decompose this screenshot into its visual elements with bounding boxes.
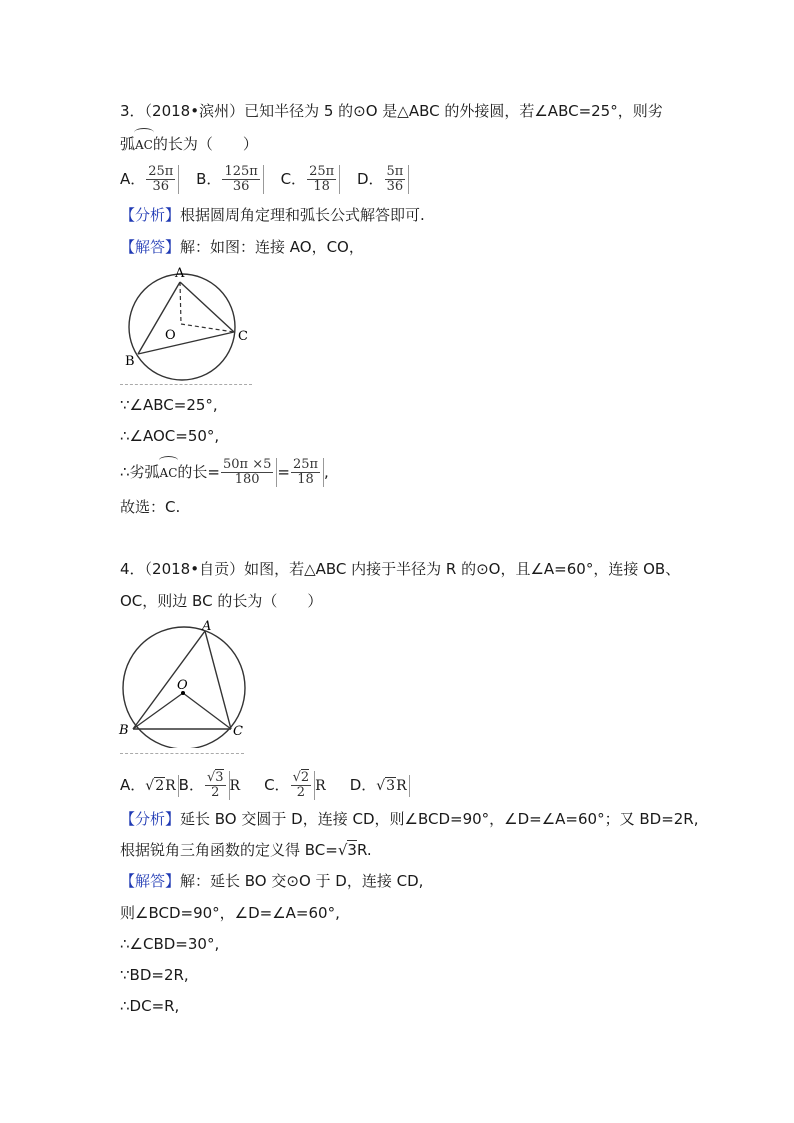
q3-options: [120, 165, 421, 194]
q3-step3-num1: 50π ×5: [222, 457, 272, 472]
q3-option-a-fraction: [145, 165, 179, 194]
q3-option-c-num: 25π: [309, 164, 335, 179]
q3-answer-tag: 【解答】: [120, 238, 181, 256]
q3-choice: 故选：C.: [120, 498, 181, 516]
q3-step3-fraction2: [290, 458, 324, 487]
q3-option-a[interactable]: [120, 165, 179, 194]
q4-analysis-sqrt: √3: [337, 841, 357, 859]
q4-option-a-radicand: 2: [155, 777, 165, 794]
q4-analysis-text1: 延长 BO 交圆于 D，连接 CD，则∠BCD=90°，∠D=∠A=60°；又 BD=2R,: [180, 810, 699, 828]
q3-option-d-fraction: [384, 165, 410, 194]
q3-step3-den1: 180: [234, 472, 260, 487]
q4-side-ab: [133, 631, 205, 729]
q3-step3-prefix: ∴劣弧: [120, 463, 160, 481]
q4-option-a-r: R: [165, 777, 176, 794]
q4-analysis-line1: [120, 808, 699, 830]
q4-option-d-label: D．: [349, 776, 377, 794]
q4-option-c-label: C．: [264, 776, 290, 794]
q3-stem-arc-suffix: 的长为（ ）: [152, 135, 258, 153]
q4-analysis-radicand: 3: [347, 841, 357, 859]
q3-figure: [118, 262, 258, 388]
q4-step4: ∴DC=R,: [120, 997, 180, 1015]
q3-option-c-den: 18: [313, 179, 330, 194]
q3-arc-ac: AC: [135, 132, 153, 156]
q3-label-o: O: [165, 328, 176, 343]
q3-stem-arc-prefix: 弧: [120, 135, 136, 153]
q4-stem-line1: 4．（2018•自贡）如图，若△ABC 内接于半径为 R 的⊙O，且∠A=60°，连接 OB、: [120, 560, 681, 578]
q4-option-a-value: √2R: [145, 775, 178, 797]
q3-option-b-num: 125π: [224, 164, 258, 179]
q3-option-b[interactable]: [196, 165, 264, 194]
q3-answer: [120, 236, 364, 258]
q3-option-c[interactable]: [281, 165, 341, 194]
q3-step3: [120, 458, 329, 487]
q4-figure: [116, 618, 250, 748]
q4-analysis-tag: 【分析】: [120, 810, 181, 828]
q3-side-ab: [138, 282, 180, 354]
q3-step3-end: ,: [324, 463, 329, 481]
q3-option-c-label: C．: [280, 170, 307, 188]
q4-option-c[interactable]: [264, 770, 326, 800]
q3-option-b-den: 36: [232, 179, 250, 194]
q4-option-c-num: √2: [292, 770, 310, 785]
q4-option-b-label: B．: [178, 776, 204, 794]
q4-option-b[interactable]: [178, 770, 241, 800]
q4-option-a-label: A．: [120, 776, 146, 794]
q4-answer-tag: 【解答】: [120, 872, 181, 890]
q3-figure-baseline: [120, 384, 252, 385]
q3-analysis-text: 根据圆周角定理和弧长公式解答即可.: [180, 206, 425, 224]
q4-option-b-r: R: [229, 778, 241, 794]
q4-option-d-r: R: [396, 777, 407, 794]
q3-option-b-label: B．: [196, 170, 222, 188]
q4-option-d-radicand: 3: [386, 777, 396, 794]
q4-option-b-num: √3: [206, 770, 224, 785]
q3-step3-num2: 25π: [292, 457, 319, 472]
q3-step3-equals: =: [277, 463, 290, 481]
q4-options: [120, 771, 410, 800]
q3-option-d-den: 36: [386, 179, 404, 194]
q4-step3: ∵BD=2R,: [120, 966, 189, 984]
q3-step3-den2: 18: [297, 472, 314, 487]
q3-option-a-num: 25π: [148, 164, 174, 179]
q3-label-b: B: [125, 354, 135, 369]
q3-radius-oa: [180, 282, 181, 324]
q3-option-a-den: 36: [152, 179, 170, 194]
q3-stem-line2: [120, 132, 258, 156]
q4-label-c: C: [233, 724, 243, 739]
q4-step2: ∴∠CBD=30°,: [120, 935, 220, 953]
q4-label-a: A: [202, 619, 212, 634]
q4-step1: 则∠BCD=90°，∠D=∠A=60°,: [120, 904, 340, 922]
q4-figure-baseline: [120, 753, 244, 754]
q4-answer: [120, 870, 423, 892]
q4-label-o: O: [177, 678, 188, 693]
q4-label-b: B: [119, 723, 129, 738]
q3-circle: [129, 274, 235, 380]
q4-option-c-den: 2: [296, 785, 305, 800]
q4-radius-oc: [183, 693, 231, 729]
q3-label-a: A: [175, 266, 185, 281]
q3-analysis: [120, 204, 425, 226]
q3-stem-line1: 3．（2018•滨州）已知半径为 5 的⊙O 是△ABC 的外接圆，若∠ABC=25°，则劣: [120, 102, 663, 120]
q3-label-c: C: [238, 329, 248, 344]
q3-option-d-num: 5π: [386, 164, 404, 179]
q3-step2: ∴∠AOC=50°,: [120, 427, 220, 445]
q3-answer-text: 解：如图：连接 AO，CO，: [180, 238, 364, 256]
q4-option-c-r: R: [315, 778, 326, 794]
q3-option-b-fraction: [221, 165, 263, 194]
q3-step3-mid: 的长=: [177, 463, 220, 481]
q3-step3-arc-ac: AC: [160, 460, 178, 484]
q4-analysis-text3: R.: [356, 841, 372, 859]
q4-option-c-fraction: [290, 771, 316, 800]
q4-option-b-fraction: [204, 771, 230, 800]
q4-option-d-value: √3R: [376, 775, 409, 797]
q3-option-a-label: A．: [120, 170, 146, 188]
q4-option-c-radicand: 2: [300, 770, 310, 785]
q4-analysis-text2: 根据锐角三角函数的定义得 BC=: [120, 841, 338, 859]
q4-option-a[interactable]: [120, 776, 179, 794]
q3-option-d-label: D．: [356, 170, 384, 188]
q4-stem-line2: OC，则边 BC 的长为（ ）: [120, 592, 323, 610]
q4-analysis-line2: [120, 839, 372, 861]
q4-answer-text: 解：延长 BO 交⊙O 于 D，连接 CD,: [180, 872, 424, 890]
q3-step3-fraction1: [220, 458, 277, 487]
q4-option-b-den: 2: [211, 785, 220, 800]
q4-radius-ob: [133, 693, 183, 729]
q4-option-d[interactable]: [350, 776, 410, 794]
q3-analysis-tag: 【分析】: [120, 206, 181, 224]
q3-option-d[interactable]: [357, 165, 409, 194]
q3-step1: ∵∠ABC=25°,: [120, 396, 218, 414]
q3-side-bc: [138, 332, 234, 354]
q3-option-c-fraction: [306, 165, 340, 194]
q4-option-b-radicand: 3: [215, 770, 224, 785]
